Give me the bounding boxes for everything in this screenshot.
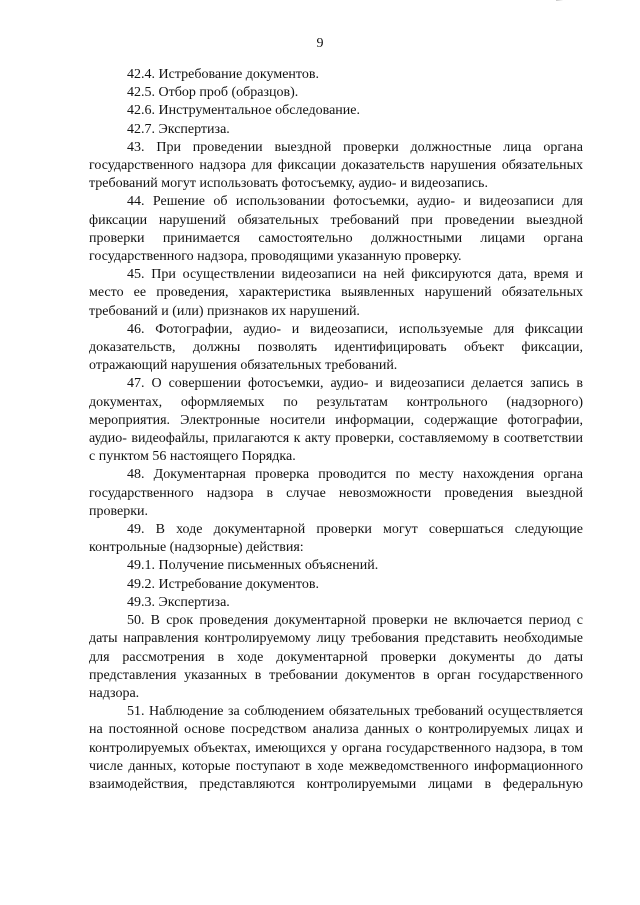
paragraph-51: 51. Наблюдение за соблюдением обязательных требований осуществляется на постоянной основе посредством анализа данных о контролируемых лицах и контролируемых объектах, имеющихся у органа государственного надзора, в том числе данных, которые поступают в ходе межведомственного информационного взаимодействия, представляются контролируемыми лицами в федеральную xyxy=(89,704,583,792)
paragraph-47: 47. О совершении фотосъемки, аудио- и видеозаписи делается запись в документах, оформляемых по результатам контрольного (надзорного) мероприятия. Электронные носители информации, содержащие фотографии, аудио- видеофайлы, прилагаются к акту проверки, составляемому в соответствии с пунктом 56 настоящего Порядка. xyxy=(89,376,583,465)
paragraph-48: 48. Документарная проверка проводится по месту нахождения органа государственного надзора в случае невозможности проведения выездной проверки. xyxy=(89,467,583,519)
paragraph-49-2: 49.2. Истребование документов. xyxy=(127,576,319,592)
paragraph-50: 50. В срок проведения документарной проверки не включается период с даты направления контролируемому лицу требования представить необходимые для рассмотрения в ходе документарной проверки документы до даты представления указанных в требовании документов в орган государственного надзора. xyxy=(89,613,583,701)
paragraph-42-5: 42.5. Отбор проб (образцов). xyxy=(127,85,299,101)
page-number: 9 xyxy=(316,36,324,51)
paragraph-46: 46. Фотографии, аудио- и видеозаписи, используемые для фиксации доказательств, должны позволять идентифицировать объект фиксации, отражающий нарушения обязательных требований. xyxy=(89,321,583,374)
paragraph-42-7: 42.7. Экспертиза. xyxy=(127,121,230,137)
paragraph-42-6: 42.6. Инструментальное обследование. xyxy=(127,103,360,119)
paragraph-49: 49. В ходе документарной проверки могут совершаться следующие контрольные (надзорные) действия: xyxy=(89,522,583,556)
paragraph-43: 43. При проведении выездной проверки должностные лица органа государственного надзора для фиксации доказательств нарушения обязательных требований могут использовать фотосъемку, аудио- и видеозапись. xyxy=(89,139,583,192)
paragraph-49-1: 49.1. Получение письменных объяснений. xyxy=(127,558,379,574)
paragraph-44: 44. Решение об использовании фотосъемки, аудио- и видеозаписи для фиксации нарушений обязательных требований при проведении выездной проверки принимается самостоятельно должностными лицами органа государственного надзора, проводящими указанную проверку. xyxy=(89,194,583,265)
paragraph-45: 45. При осуществлении видеозаписи на ней фиксируются дата, время и место ее проведения, характеристика выявленных нарушений обязательных требований и (или) признаков их нарушений. xyxy=(89,267,583,319)
paragraph-42-4: 42.4. Истребование документов. xyxy=(127,67,319,82)
document-body xyxy=(89,66,583,794)
paragraph-49-3: 49.3. Экспертиза. xyxy=(127,594,230,610)
scan-edge-line xyxy=(556,0,616,2)
